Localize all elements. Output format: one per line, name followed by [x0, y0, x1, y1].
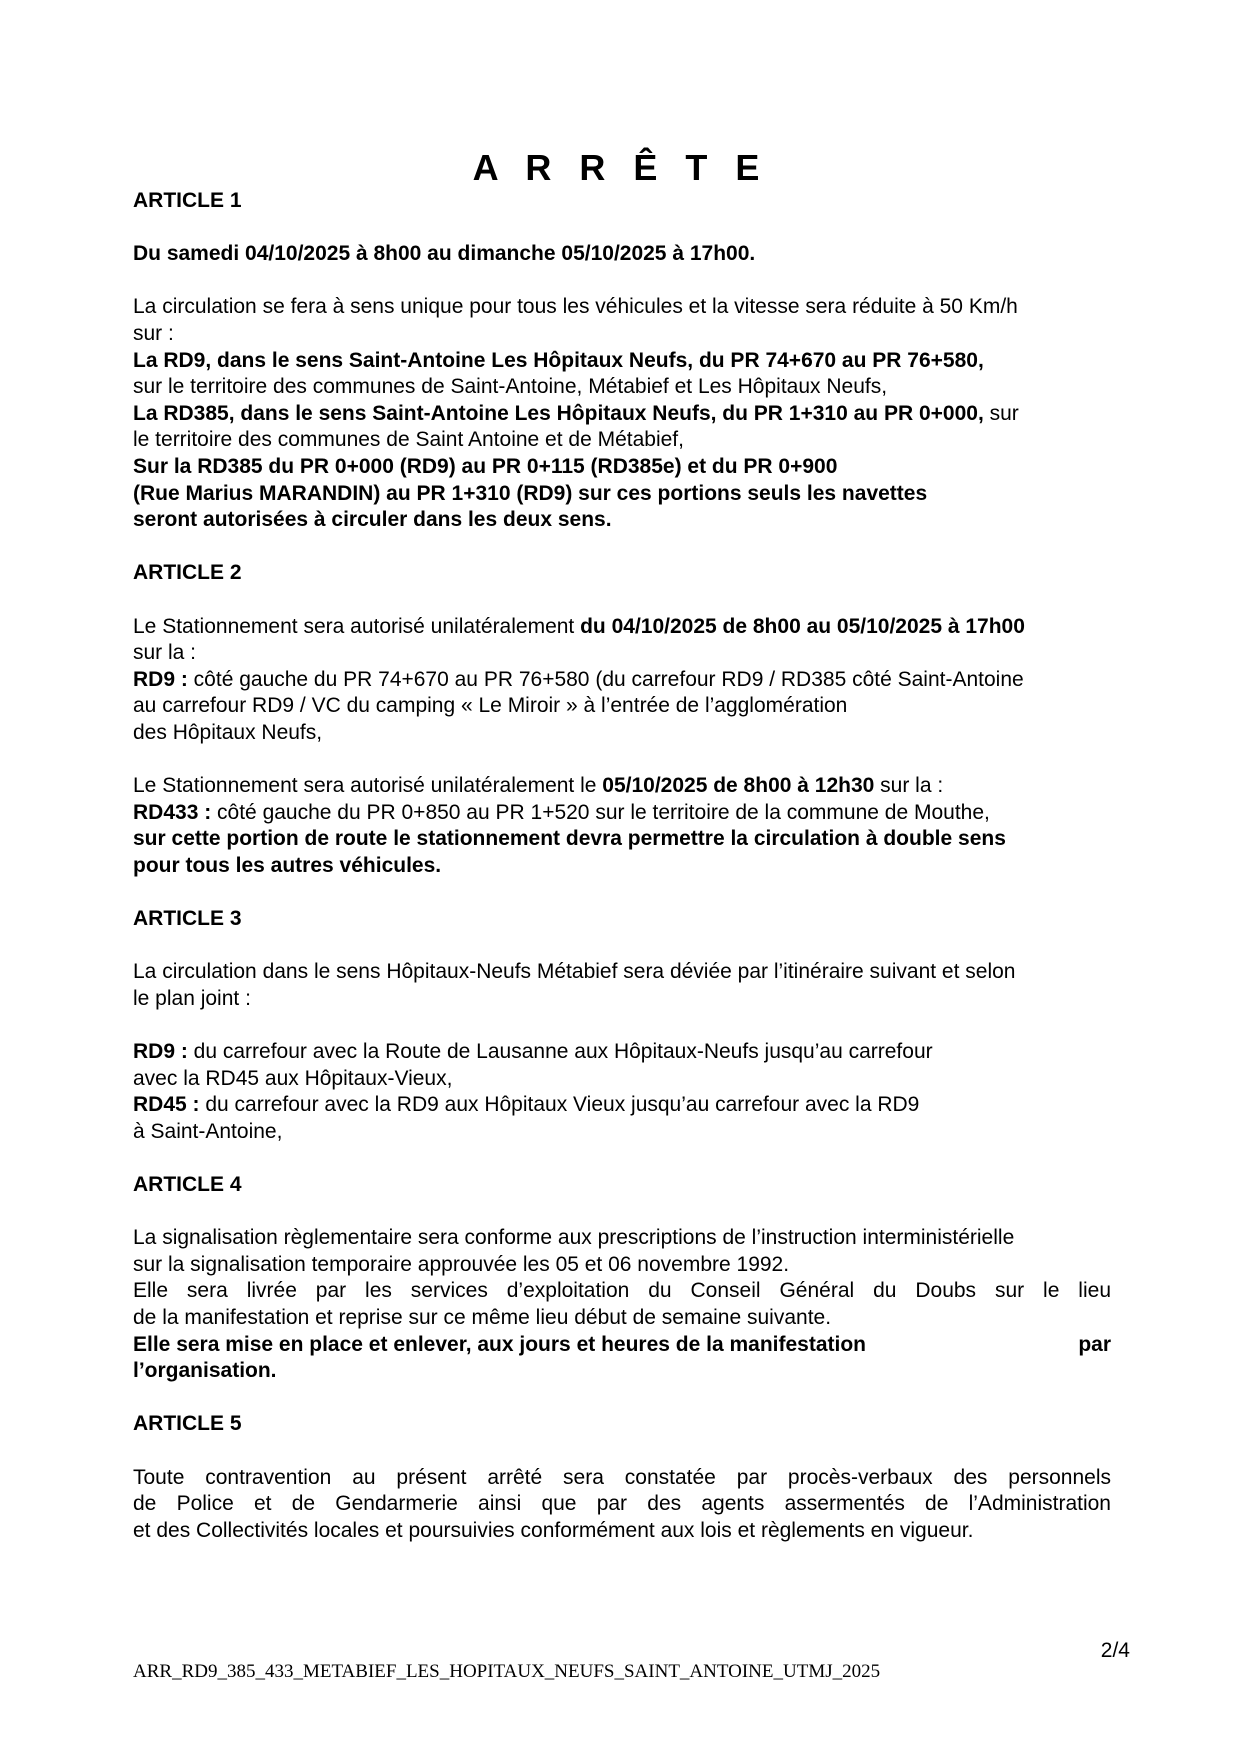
- article-4-bold-text: par: [1078, 1332, 1111, 1356]
- article-1-heading: ARTICLE 1: [133, 189, 242, 212]
- article-2-parking-line: [133, 614, 1111, 641]
- article-3-rd9-text: du carrefour avec la Route de Lausanne aux Hôpitaux-Neufs jusqu’au carrefour: [187, 1040, 933, 1063]
- article-2-rd433-bold: sur cette portion de route le stationnement devra permettre la circulation à double sens: [133, 827, 1006, 851]
- article-1-portion-line: Sur la RD385 du PR 0+000 (RD9) au PR 0+115 (RD385e) et du PR 0+900: [133, 454, 838, 478]
- article-2-rd9-text: côté gauche du PR 74+670 au PR 76+580 (du carrefour RD9 / RD385 côté Saint-Antoine: [187, 667, 1024, 691]
- article-3-heading: ARTICLE 3: [133, 907, 242, 931]
- article-2-rd9-label: RD9 :: [133, 667, 188, 691]
- page-number: 2/4: [1100, 1639, 1130, 1662]
- article-2-rd433-line: [133, 800, 1111, 827]
- article-2-parking-line: [133, 773, 1111, 800]
- article-2-parking-dates: du 04/10/2025 de 8h00 au 05/10/2025 à 17h00: [580, 614, 1025, 638]
- article-1-rd385-text: le territoire des communes de Saint Antoine et de Métabief,: [133, 428, 684, 452]
- article-4-text-line: Elle sera livrée par les services d’exploitation du Conseil Général du Doubs sur le lieu: [133, 1279, 1111, 1303]
- article-3-rd9-line: [133, 1039, 1111, 1066]
- article-1-rd385-text: sur: [983, 401, 1019, 425]
- document-reference-footer: ARR_RD9_385_433_METABIEF_LES_HOPITAUX_NEUFS_SAINT_ANTOINE_UTMJ_2025: [133, 1661, 881, 1682]
- article-1-rd385-bold: La RD385, dans le sens Saint-Antoine Les Hôpitaux Neufs, du PR 1+310 au PR 0+000,: [133, 401, 984, 425]
- article-3-rd45-line: [133, 1092, 1111, 1119]
- article-1-rd9-bold: La RD9, dans le sens Saint-Antoine Les Hôpitaux Neufs, du PR 74+670 au PR 76+580,: [133, 348, 984, 372]
- article-1-rd9-text: sur le territoire des communes de Saint-Antoine, Métabief et Les Hôpitaux Neufs,: [133, 375, 888, 399]
- article-2-parking-dates: 05/10/2025 de 8h00 à 12h30: [602, 774, 875, 798]
- article-2-rd9-line: [133, 667, 1111, 694]
- document-body: [133, 188, 1111, 1544]
- article-2-parking-text: Le Stationnement sera autorisé unilatéralement le: [133, 774, 603, 798]
- article-3-rd45-text: à Saint-Antoine,: [133, 1119, 283, 1143]
- article-5-text-line: de Police et de Gendarmerie ainsi que par des agents assermentés de l’Administration: [133, 1492, 1111, 1516]
- article-5-text-line: Toute contravention au présent arrêté sera constatée par procès-verbaux des personnels: [133, 1465, 1111, 1489]
- article-2-parking-text: sur la :: [874, 774, 944, 798]
- article-4-bold-text: Elle sera mise en place et enlever, aux jours et heures de la manifestation: [133, 1332, 866, 1356]
- article-2-rd433-bold: pour tous les autres véhicules.: [133, 853, 442, 877]
- article-1-portion-line: (Rue Marius MARANDIN) au PR 1+310 (RD9) sur ces portions seuls les navettes: [133, 481, 928, 505]
- article-2-rd433-text: côté gauche du PR 0+850 au PR 1+520 sur le territoire de la commune de Mouthe,: [211, 800, 990, 824]
- article-3-intro-line: La circulation dans le sens Hôpitaux-Neufs Métabief sera déviée par l’itinéraire suivant et selon: [133, 960, 1016, 984]
- article-1-portion-line: seront autorisées à circuler dans les deux sens.: [133, 508, 612, 532]
- article-3-rd45-label: RD45 :: [133, 1093, 200, 1117]
- article-2-parking-text: sur la :: [133, 641, 197, 665]
- article-5-text-line: et des Collectivités locales et poursuivies conformément aux lois et règlements en vigueur.: [133, 1518, 974, 1542]
- article-1-rd385-line: [133, 401, 1111, 428]
- article-4-bold-line: [133, 1332, 1111, 1359]
- article-2-rd9-text: au carrefour RD9 / VC du camping « Le Miroir » à l’entrée de l’agglomération: [133, 694, 848, 718]
- article-4-bold-line: l’organisation.: [133, 1359, 277, 1383]
- article-1-intro-line: La circulation se fera à sens unique pour tous les véhicules et la vitesse sera réduite à 50 Km/h: [133, 295, 1018, 319]
- article-2-parking-text: Le Stationnement sera autorisé unilatéralement: [133, 614, 581, 638]
- article-1-dates: Du samedi 04/10/2025 à 8h00 au dimanche 05/10/2025 à 17h00.: [133, 242, 756, 266]
- article-4-text-line: de la manifestation et reprise sur ce même lieu début de semaine suivante.: [133, 1305, 832, 1329]
- document-title: A R R Ê T E: [472, 147, 769, 188]
- article-4-heading: ARTICLE 4: [133, 1172, 242, 1196]
- article-3-rd45-text: du carrefour avec la RD9 aux Hôpitaux Vieux jusqu’au carrefour avec la RD9: [199, 1093, 920, 1117]
- article-1-intro-line: sur :: [133, 321, 174, 345]
- article-4-text-line: sur la signalisation temporaire approuvée les 05 et 06 novembre 1992.: [133, 1252, 790, 1276]
- article-3-rd9-text: avec la RD45 aux Hôpitaux-Vieux,: [133, 1066, 453, 1090]
- article-5-heading: ARTICLE 5: [133, 1412, 242, 1436]
- article-2-heading: ARTICLE 2: [133, 561, 242, 585]
- article-3-rd9-label: RD9 :: [133, 1040, 188, 1063]
- article-2-rd433-label: RD433 :: [133, 800, 212, 824]
- article-4-text-line: La signalisation règlementaire sera conforme aux prescriptions de l’instruction interministérielle: [133, 1226, 1015, 1250]
- article-3-intro-line: le plan joint :: [133, 986, 251, 1010]
- article-2-rd9-text: des Hôpitaux Neufs,: [133, 720, 323, 744]
